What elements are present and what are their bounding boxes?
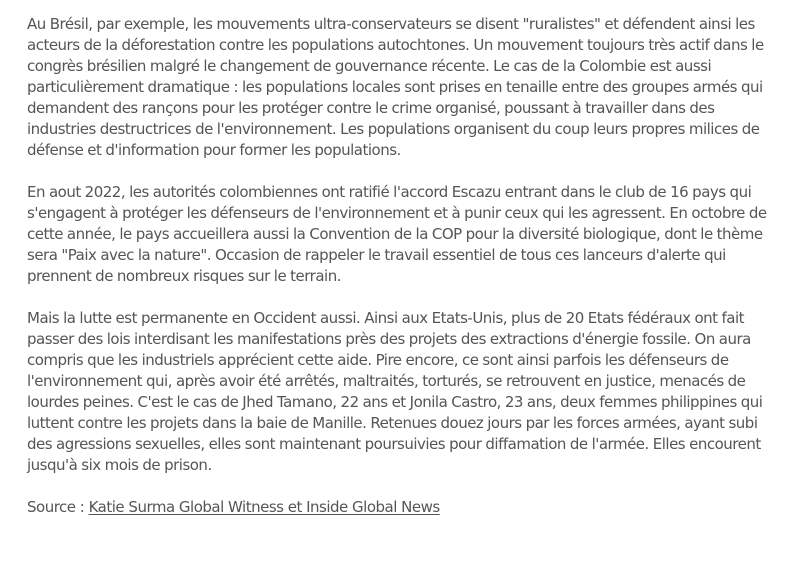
paragraph-occident-struggle: Mais la lutte est permanente en Occident aussi. Ainsi aux Etats-Unis, plus de 20 Etats fédéraux ont fait passer des lois interdisant les manifestations près des projets des extractions d'énergie fossile. On aura compris que les industriels apprécient cette aide. Pire encore, ce sont ainsi parfois les défenseurs de l'environnement qui, après avoir été arrêtés, maltraités, torturés, se retrouvent en justice, menacés de lourdes peines. C'est le cas de Jhed Tamano, 22 ans et Jonila Castro, 23 ans, deux femmes philippines qui luttent contre les projets dans la baie de Manille. Retenues douez jours par les forces armées, ayant subi des agressions sexuelles, elles sont maintenant poursuivies pour diffamation de l'armée. Elles encourent jusqu'à six mois de prison.: [27, 309, 763, 474]
paragraph-brazil-colombia: Au Brésil, par exemple, les mouvements ultra-conservateurs se disent "ruralistes" et défendent ainsi les acteurs de la déforestation contre les populations autochtones. Un mouvement toujours très actif dans le congrès brésilien malgré le changement de gouvernance récente. Le cas de la Colombie est aussi particulièrement dramatique : les populations locales sont prises en tenaille entre des groupes armés qui demandent des rançons pour les protéger contre le crime organisé, poussant à travailler dans des industries destructrices de l'environnement. Les populations organisent du coup leurs propres milices de défense et d'information pour former les populations.: [27, 15, 764, 159]
source-label: Source :: [27, 498, 89, 516]
source-line: [27, 497, 772, 518]
source-link[interactable]: Katie Surma Global Witness et Inside Global News: [88, 498, 440, 516]
article-body: [27, 14, 772, 518]
paragraph-escazu-agreement: En aout 2022, les autorités colombiennes ont ratifié l'accord Escazu entrant dans le club de 16 pays qui s'engagent à protéger les défenseurs de l'environnement et à punir ceux qui les agressent. En octobre de cette année, le pays accueillera aussi la Convention de la COP pour la diversité biologique, dont le thème sera "Paix avec la nature". Occasion de rappeler le travail essentiel de tous ces lanceurs d'alerte qui prennent de nombreux risques sur le terrain.: [27, 183, 767, 285]
